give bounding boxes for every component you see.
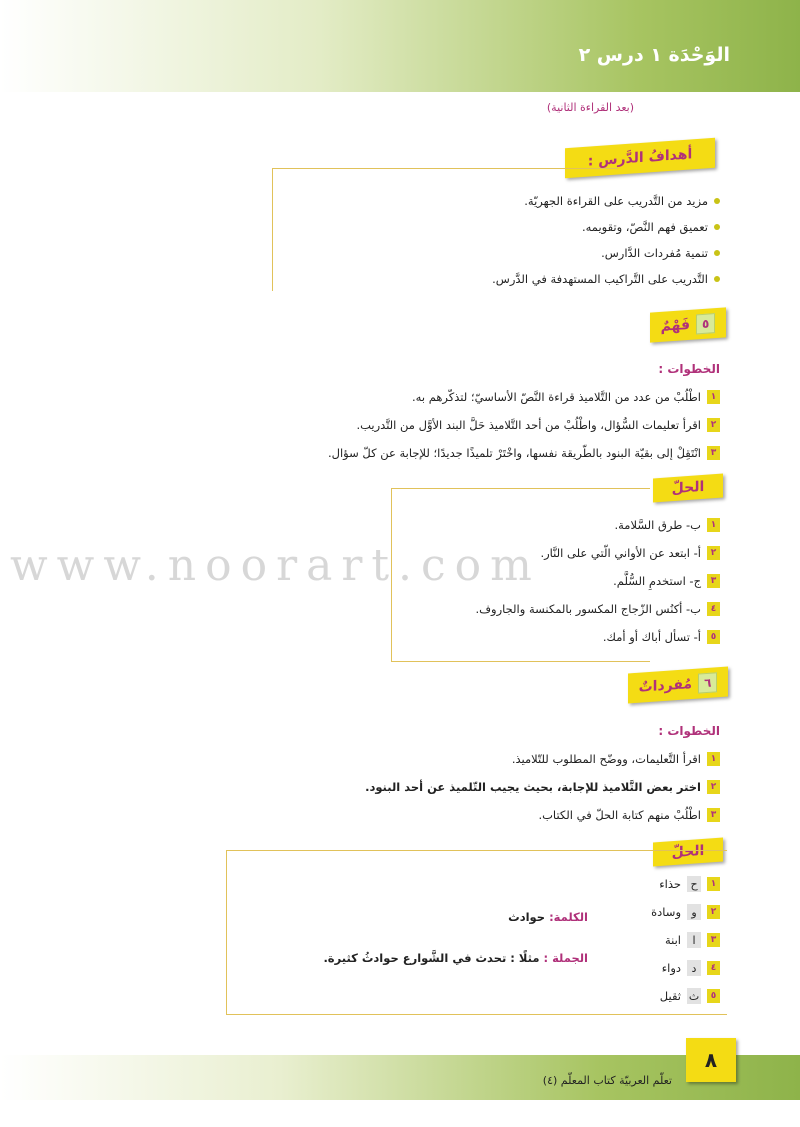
list-item: ٥ ث ثقيل [651, 982, 720, 1010]
page-footer-band [0, 1055, 800, 1100]
list-item: ٥ أ- تسأل أباك أو أمك. [475, 623, 720, 651]
list-item: ١ ب- طرق السَّلامة. [475, 511, 720, 539]
list-item: ١ اقرأ التَّعليمات، ووضّح المطلوب للتّلاميذ. [365, 745, 720, 773]
sentence-line [323, 951, 588, 965]
book-title: تعلّم العربيّة كتاب المعلّم (٤) [542, 1074, 672, 1087]
list-item: التَّدريب على التَّراكيب المستهدفة في الدَّرس. [492, 266, 720, 292]
comprehension-steps [328, 383, 720, 467]
unit-lesson-title: الوَحْدَة ١ درس ٢ [578, 44, 730, 66]
list-item: ١ ح حذاء [651, 870, 720, 898]
comprehension-tag [650, 307, 726, 342]
list-item: ٤ د دواء [651, 954, 720, 982]
solution-title: الحلّ [671, 842, 705, 862]
list-item: ٤ ب- أكنُس الزّجاج المكسور بالمكنسة والجاروف. [475, 595, 720, 623]
word-value: حوادث [508, 910, 546, 924]
list-item: ٣ ج- استخدمِ السُّلَّم. [475, 567, 720, 595]
lesson-subnote: (بعد القراءة الثانية) [546, 101, 634, 114]
bullet-icon [714, 276, 720, 282]
comprehension-title: فَهْمٌ [660, 316, 691, 335]
list-item: ٣ ا ابنة [651, 926, 720, 954]
list-item: ٢ اختر بعض التَّلاميذ للإجابة، بحيث يجيب التّلميذ عن أحد البنود. [365, 773, 720, 801]
page-number: ٨ [686, 1038, 736, 1082]
vocabulary-solutions [651, 870, 720, 1010]
list-item: ٢ اقرأ تعليمات السُّؤال، واطْلُبْ من أحد التَّلاميذ حَلَّ البند الأوَّل من التَّدريب. [328, 411, 720, 439]
sentence-label: الجملة : [543, 951, 588, 965]
list-item: ٣ انْتَقِلْ إلى بقيّة البنود بالطّريقة نفسها، واخْتَرْ تلميذًا جديدًا؛ للإجابة عن كلّ سؤال. [328, 439, 720, 467]
list-item: تنمية مُفردات الدَّارس. [492, 240, 720, 266]
solution-tag [653, 474, 723, 503]
word-label: الكلمة: [549, 910, 588, 924]
section-number: ٥ [696, 313, 715, 334]
steps-label: الخطوات : [658, 362, 720, 376]
section-number: ٦ [698, 672, 717, 693]
bullet-icon [714, 224, 720, 230]
list-item: ١ اطْلُبْ من عدد من التَّلاميذ قراءة النَّصّ الأساسيّ؛ لتذكّرهم به. [328, 383, 720, 411]
list-item: مزيد من التَّدريب على القراءة الجهريّة. [492, 188, 720, 214]
bullet-icon [714, 250, 720, 256]
sentence-value: مثلًا : تحدث في الشَّوارع حوادثُ كثيرة. [323, 951, 540, 965]
list-item: ٣ اطْلُبْ منهم كتابة الحلّ في الكتاب. [365, 801, 720, 829]
word-line [508, 910, 588, 924]
list-item: تعميق فهم النَّصّ، وتقويمه. [492, 214, 720, 240]
vocabulary-tag [628, 667, 728, 704]
list-item: ٢ أ- ابتعد عن الأواني الّتي على النَّار. [475, 539, 720, 567]
watermark: www.noorart.com [10, 540, 541, 591]
goals-list [492, 188, 720, 292]
goals-title: أهدافُ الدَّرس : [587, 146, 693, 170]
vocabulary-title: مُفرداتٌ [638, 676, 693, 696]
bullet-icon [714, 198, 720, 204]
vocabulary-steps [365, 745, 720, 829]
list-item: ٢ و وسادة [651, 898, 720, 926]
solution-title: الحلّ [671, 478, 705, 498]
steps-label: الخطوات : [658, 724, 720, 738]
